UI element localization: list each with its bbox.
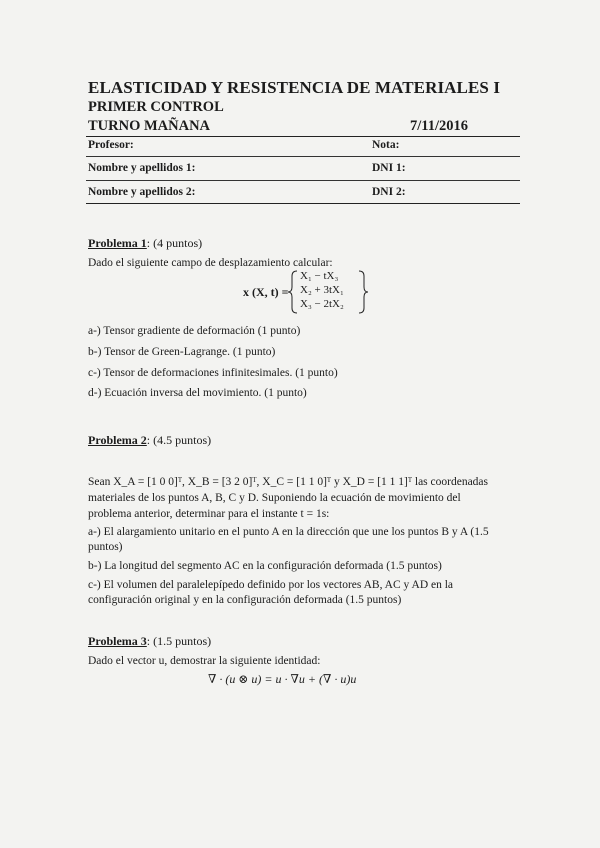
problem2-item-a-cont: puntos)	[88, 541, 123, 553]
problem1-item: d-) Ecuación inversa del movimiento. (1 punto)	[88, 387, 307, 399]
professor-field: Profesor:	[88, 139, 134, 151]
exam-date: 7/11/2016	[410, 118, 469, 134]
divider	[86, 180, 520, 181]
problem3-heading	[88, 634, 211, 649]
problem1-item: b-) Tensor de Green-Lagrange. (1 punto)	[88, 346, 276, 358]
vector-component: X₃ − 2tX₂	[300, 298, 344, 310]
grade-field: Nota:	[372, 139, 400, 151]
problem2-statement-line: Sean X_A = [1 0 0]ᵀ, X_B = [3 2 0]ᵀ, X_C = [1 1 0]ᵀ y X_D = [1 1 1]ᵀ las coordenadas	[88, 476, 489, 488]
name1-field: Nombre y apellidos 1:	[88, 162, 196, 174]
problem1-title: Problema 1	[88, 236, 147, 250]
problem1-item: a-) Tensor gradiente de deformación (1 punto)	[88, 325, 301, 337]
name2-field: Nombre y apellidos 2:	[88, 186, 196, 198]
problem2-item-c: c-) El volumen del paralelepípedo definido por los vectores AB, AC y AD en la	[88, 579, 454, 591]
exam-name: PRIMER CONTROL	[88, 99, 224, 115]
divider	[86, 203, 520, 204]
problem1-heading	[88, 236, 202, 251]
problem2-statement-line: materiales de los puntos A, B, C y D. Suponiendo la ecuación de movimiento del	[88, 492, 461, 504]
problem1-statement: Dado el siguiente campo de desplazamiento calcular:	[88, 257, 333, 269]
displacement-vector	[288, 270, 368, 314]
problem2-item-c-cont: configuración original y en la configuración deformada (1.5 puntos)	[88, 594, 402, 606]
divider	[86, 136, 520, 137]
dni1-field: DNI 1:	[372, 162, 406, 174]
problem1-item: c-) Tensor de deformaciones infinitesimales. (1 punto)	[88, 367, 338, 379]
problem3-title: Problema 3	[88, 634, 147, 648]
course-title: ELASTICIDAD Y RESISTENCIA DE MATERIALES I	[88, 78, 501, 97]
displacement-lhs: x (X, t) =	[243, 285, 289, 299]
divider	[86, 156, 520, 157]
problem2-item-b: b-) La longitud del segmento AC en la configuración deformada (1.5 puntos)	[88, 560, 442, 572]
vector-identity: ∇ · (u ⊗ u) = u · ∇u + (∇ · u)u	[208, 672, 357, 686]
problem3-points: : (1.5 puntos)	[146, 634, 212, 648]
problem2-item-a: a-) El alargamiento unitario en el punto A en la dirección que une los puntos B y A (1.5	[88, 526, 489, 538]
vector-component: X₂ + 3tX₁	[300, 284, 344, 296]
shift-label: TURNO MAÑANA	[88, 118, 211, 134]
problem1-points: : (4 puntos)	[146, 236, 203, 250]
problem2-points: : (4.5 puntos)	[146, 433, 212, 447]
dni2-field: DNI 2:	[372, 186, 406, 198]
problem2-heading	[88, 433, 211, 448]
problem2-title: Problema 2	[88, 433, 147, 447]
problem2-statement-line: problema anterior, determinar para el instante t = 1s:	[88, 508, 330, 520]
problem3-statement: Dado el vector u, demostrar la siguiente identidad:	[88, 655, 321, 667]
vector-component: X₁ − tX₃	[300, 270, 339, 282]
